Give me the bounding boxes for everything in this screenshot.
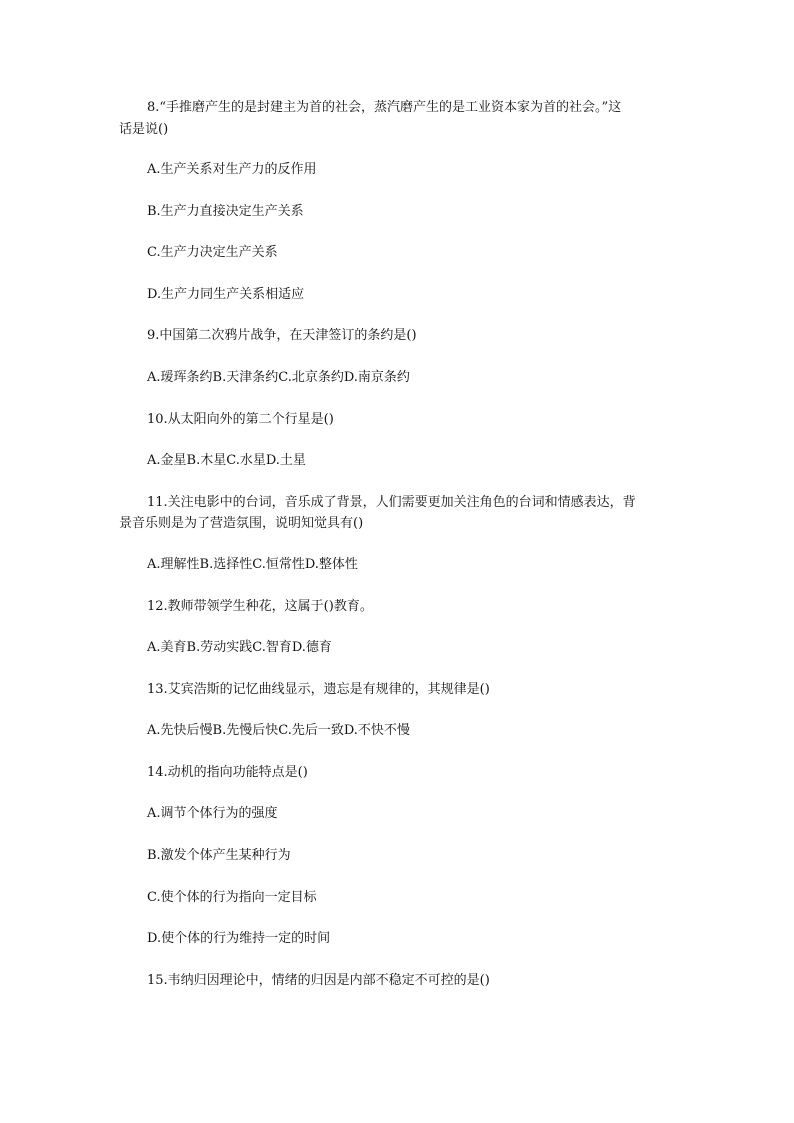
- question-14-option-a: A.调节个体行为的强度: [147, 806, 278, 821]
- question-10-stem: 10.从太阳向外的第二个行星是(): [147, 412, 334, 427]
- question-8-stem-line1: 8.“手推磨产生的是封建主为首的社会，蒸汽磨产生的是工业资本家为首的社会。”这: [147, 100, 622, 115]
- question-14-option-b: B.激发个体产生某种行为: [147, 848, 291, 863]
- question-9-stem: 9.中国第二次鸦片战争，在天津签订的条约是(): [147, 328, 417, 343]
- question-11-stem-line2: 景音乐则是为了营造氛围，说明知觉具有(): [119, 516, 364, 531]
- question-13-stem: 13.艾宾浩斯的记忆曲线显示，遗忘是有规律的，其规律是(): [147, 682, 490, 697]
- question-8-stem-line2: 话是说(): [119, 122, 169, 137]
- question-12-stem: 12.教师带领学生种花，这属于()教育。: [147, 599, 373, 614]
- question-14-stem: 14.动机的指向功能特点是(): [147, 765, 308, 780]
- question-14-option-c: C.使个体的行为指向一定目标: [147, 890, 317, 905]
- question-15-stem: 15.韦纳归因理论中，情绪的归因是内部不稳定不可控的是(): [147, 973, 490, 988]
- question-8-option-c: C.生产力决定生产关系: [147, 245, 278, 260]
- question-8-option-a: A.生产关系对生产力的反作用: [147, 162, 317, 177]
- question-11-options: A.理解性B.选择性C.恒常性D.整体性: [147, 557, 358, 572]
- question-12-options: A.美育B.劳动实践C.智育D.德育: [147, 640, 332, 655]
- question-9-options: A.瑷珲条约B.天津条约C.北京条约D.南京条约: [147, 370, 410, 385]
- question-13-options: A.先快后慢B.先慢后快C.先后一致D.不快不慢: [147, 723, 410, 738]
- question-8-option-d: D.生产力同生产关系相适应: [147, 287, 305, 302]
- question-10-options: A.金星B.木星C.水星D.土星: [147, 453, 306, 468]
- question-14-option-d: D.使个体的行为维持一定的时间: [147, 931, 331, 946]
- question-11-stem-line1: 11.关注电影中的台词，音乐成了背景，人们需要更加关注角色的台词和情感表达，背: [147, 495, 636, 510]
- question-8-option-b: B.生产力直接决定生产关系: [147, 204, 304, 219]
